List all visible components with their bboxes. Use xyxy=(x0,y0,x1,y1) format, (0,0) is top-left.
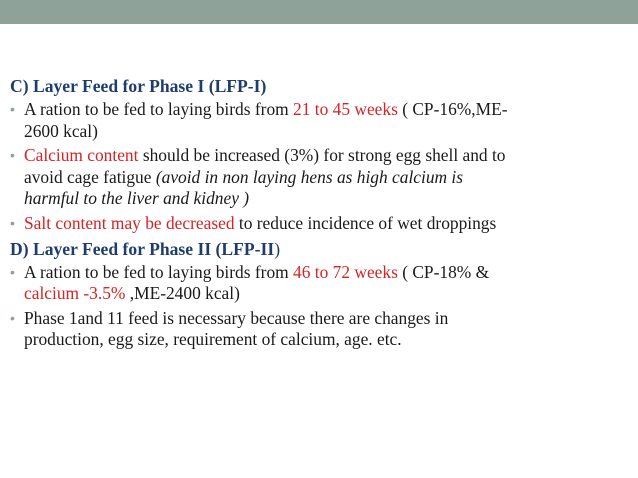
bullet-salt-content xyxy=(10,213,632,235)
bullet-text: 2600 kcal) xyxy=(24,120,98,141)
bullet-text: ( CP-18% & xyxy=(397,261,490,282)
bullet-text: A ration to be fed to laying birds from xyxy=(24,261,294,282)
italic-note: harmful to the liver and kidney ) xyxy=(24,188,250,209)
highlight-weeks-21-45: 21 to 45 weeks xyxy=(293,99,398,119)
bullet-dot-icon: • xyxy=(10,263,15,280)
bullet-text: to reduce incidence of wet droppings xyxy=(234,212,497,233)
bullet-calcium-content xyxy=(10,145,632,210)
bullet-text: production, egg size, requirement of calcium, age. etc. xyxy=(24,329,402,350)
bullet-ration-phase-1 xyxy=(10,99,632,142)
bullet-ration-phase-2 xyxy=(10,262,632,305)
highlight-calcium-content: Calcium content xyxy=(24,145,139,166)
bullet-line xyxy=(24,308,632,330)
italic-note: (avoid in non laying hens as high calcium is xyxy=(155,166,464,187)
slide-top-bar xyxy=(0,0,638,24)
bullet-text: ( CP-16%,ME- xyxy=(397,99,508,119)
bullet-text: ,ME-2400 kcal) xyxy=(129,283,240,304)
bullet-line xyxy=(24,145,632,167)
bullet-line xyxy=(24,283,632,305)
bullet-text: avoid cage fatigue xyxy=(24,166,156,187)
bullet-dot-icon: • xyxy=(10,309,15,326)
bullet-phase-feed-necessity xyxy=(10,308,632,351)
bullet-line xyxy=(24,262,632,284)
heading-phase-1-text: C) Layer Feed for Phase I (LFP-I) xyxy=(10,76,267,96)
bullet-dot-icon: • xyxy=(10,147,15,164)
bullet-text: A ration to be fed to laying birds from xyxy=(24,99,294,119)
bullet-line xyxy=(24,188,632,210)
highlight-weeks-46-72: 46 to 72 weeks xyxy=(293,261,398,282)
bullet-line xyxy=(24,213,632,235)
bullet-dot-icon: • xyxy=(10,214,15,231)
bullet-dot-icon: • xyxy=(10,101,15,117)
bullet-text: should be increased (3%) for strong egg shell and to xyxy=(138,145,506,166)
bullet-line xyxy=(24,121,632,143)
heading-phase-1 xyxy=(10,75,632,97)
bullet-line xyxy=(24,329,632,351)
slide-content xyxy=(10,75,632,354)
bullet-text: Phase 1and 11 feed is necessary because there are changes in xyxy=(24,307,449,328)
bullet-line xyxy=(24,167,632,189)
highlight-salt-content: Salt content may be decreased xyxy=(24,212,235,233)
heading-phase-2-paren: ) xyxy=(274,238,281,259)
bullet-line xyxy=(24,99,632,121)
heading-phase-2-text: D) Layer Feed for Phase II (LFP-II xyxy=(10,238,275,259)
highlight-calcium-3-5: calcium -3.5% xyxy=(24,283,130,304)
heading-phase-2 xyxy=(10,238,632,260)
